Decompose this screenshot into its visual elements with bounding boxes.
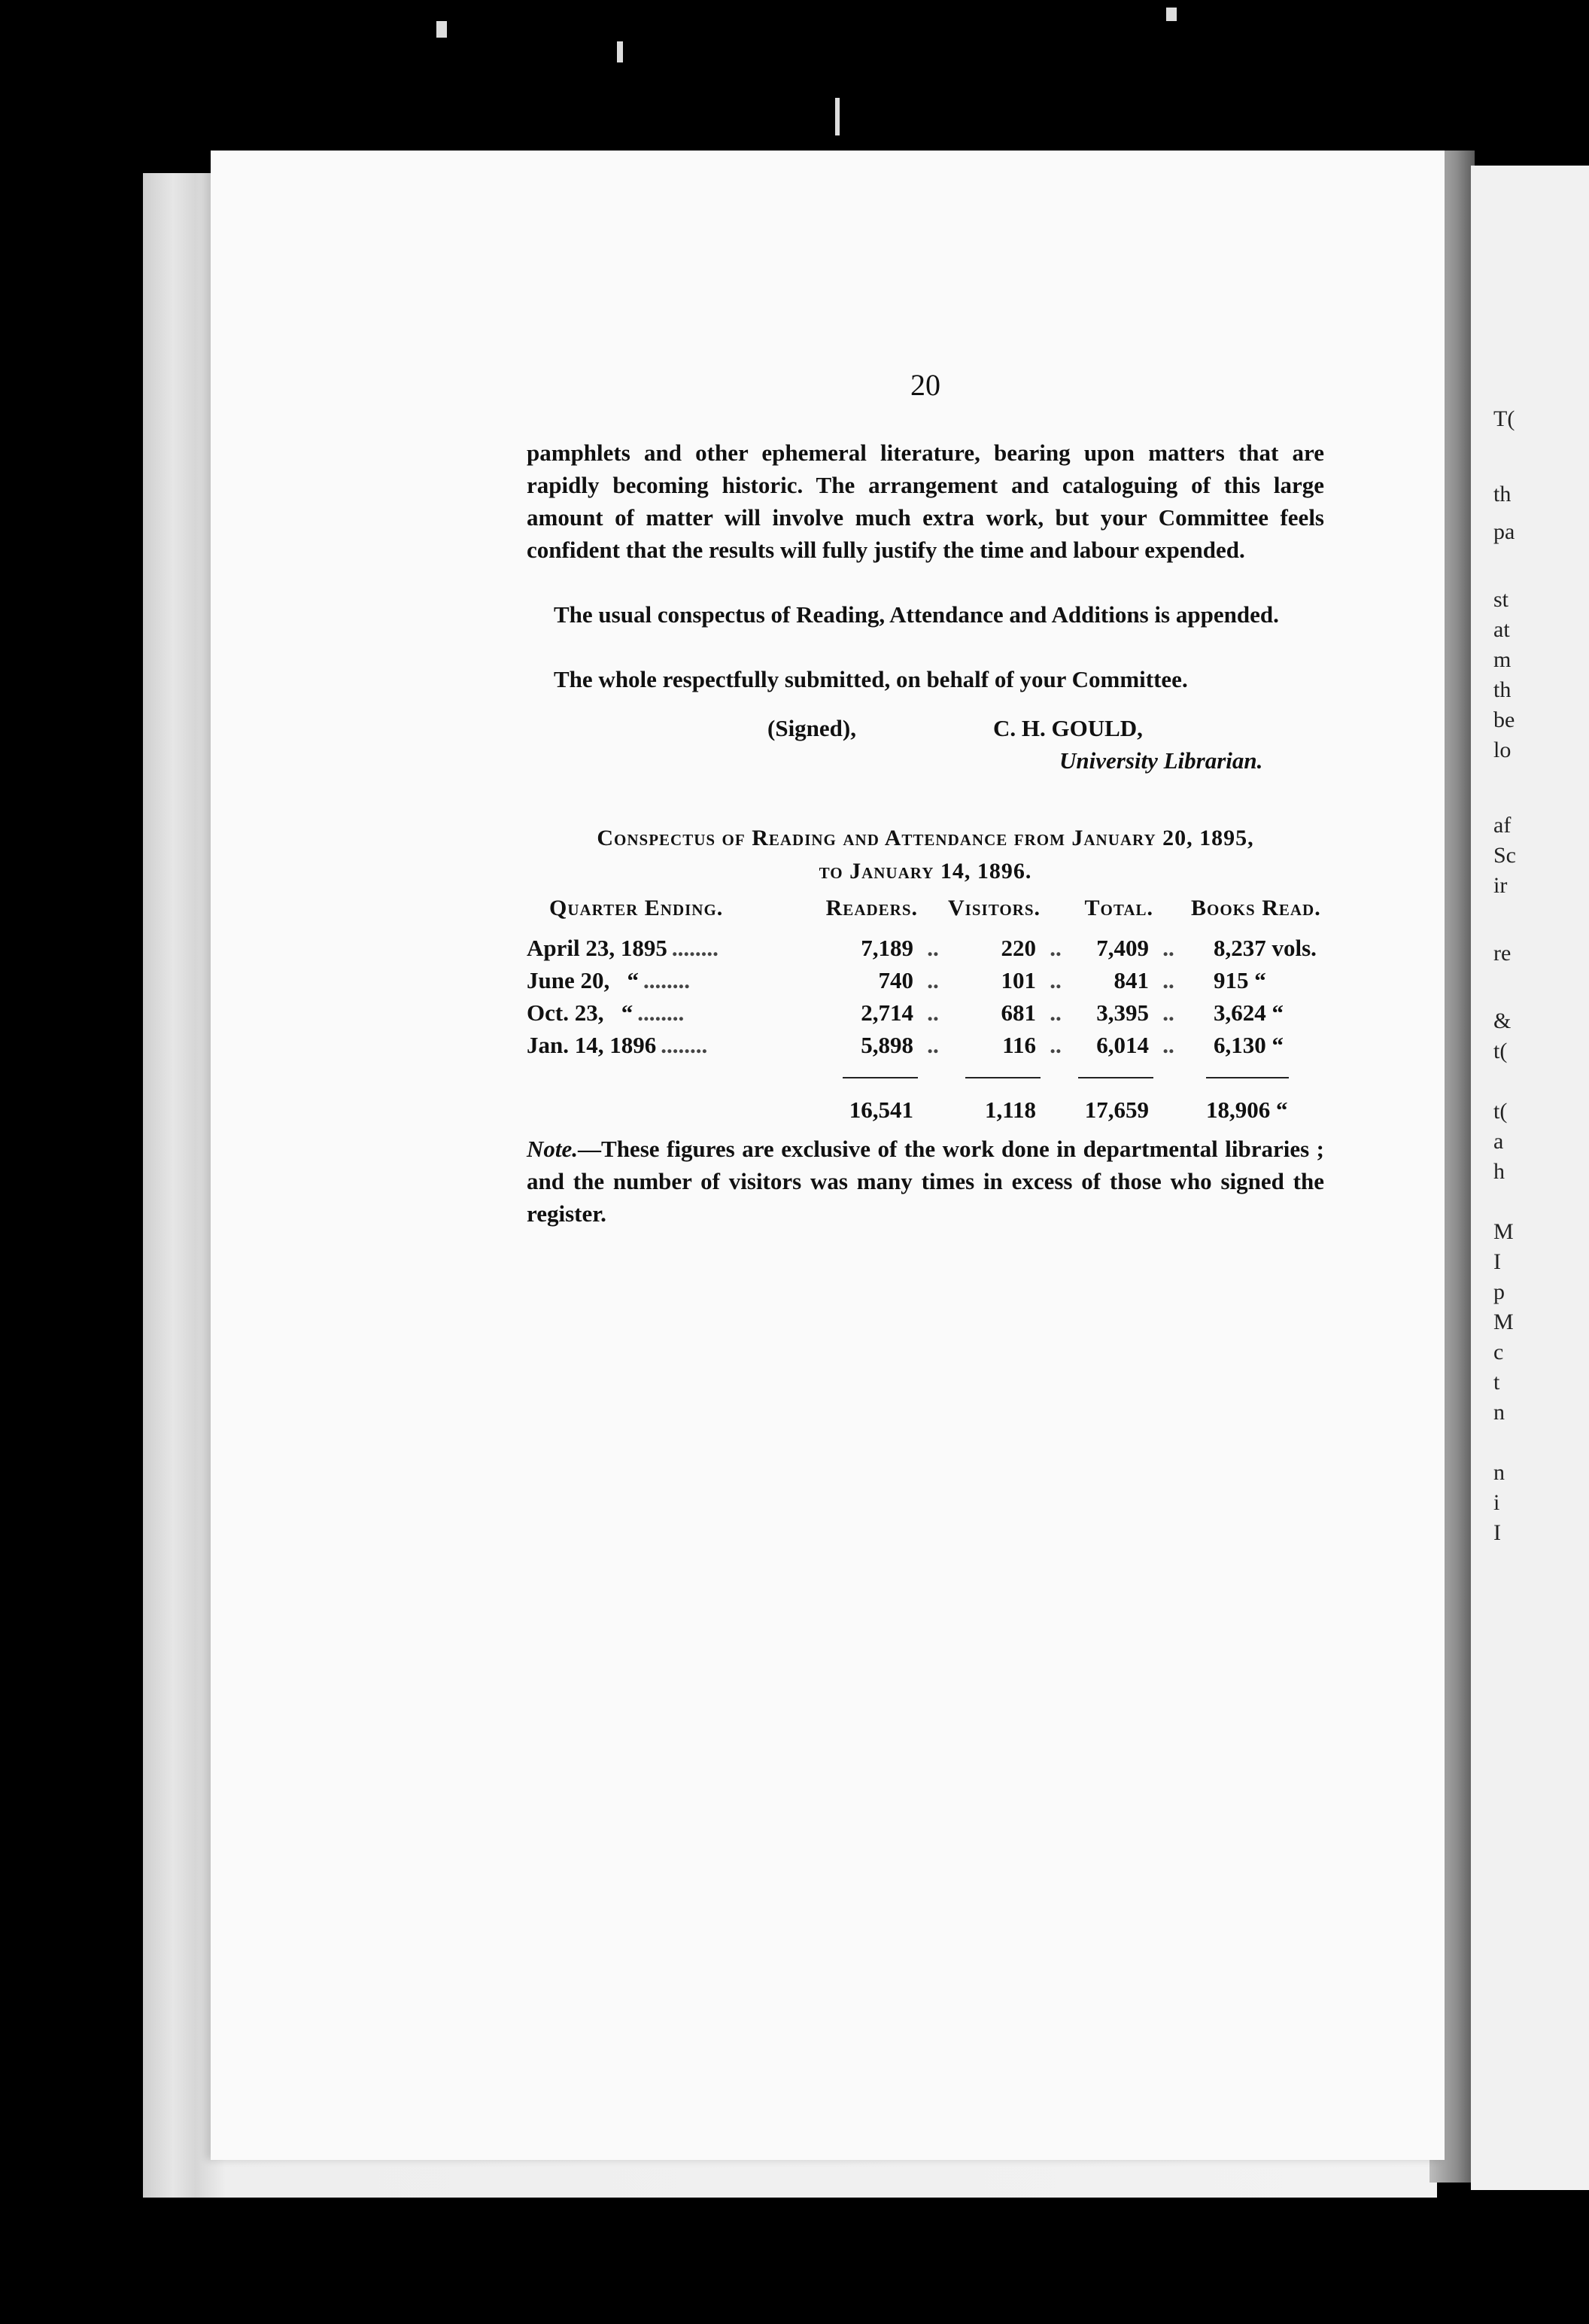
facing-page-fragment: af — [1493, 813, 1512, 838]
cell-quarter — [527, 1029, 813, 1061]
facing-page — [1471, 166, 1589, 2190]
facing-page-fragment: n — [1493, 1400, 1505, 1425]
cell-total: 6,014 — [1096, 1031, 1149, 1058]
cell-separator: .. — [1050, 1031, 1062, 1058]
conspectus-title-line-1: Conspectus of Reading and Attendance from January 20, 1895, — [597, 826, 1254, 850]
leader-dots: ........ — [661, 1031, 708, 1058]
cell-books: 6,130 “ — [1214, 1031, 1284, 1058]
empty-cell — [1153, 1094, 1183, 1126]
cell-readers: 740 — [878, 966, 913, 993]
facing-page-fragment: i — [1493, 1490, 1500, 1515]
facing-page-fragment: a — [1493, 1129, 1504, 1154]
facing-page-fragment: M — [1493, 1219, 1514, 1244]
cell-separator: .. — [1162, 1031, 1174, 1058]
note-text: —These figures are exclusive of the work done in departmental libraries ; and the number of visitors was many times in excess of those who signed the register. — [527, 1136, 1324, 1227]
cell-visitors: 220 — [1001, 934, 1036, 961]
cell-total: 3,395 — [1096, 999, 1149, 1026]
cell-quarter — [527, 932, 813, 964]
total-rule — [1206, 1077, 1289, 1078]
signatory-name: C. H. GOULD, — [993, 715, 1143, 741]
total-books: 18,906 “ — [1206, 1096, 1288, 1123]
body-paragraph-3: The whole respectfully submitted, on behalf of your Committee. — [554, 666, 1188, 692]
facing-page-fragment: I — [1493, 1249, 1501, 1274]
signed-label: (Signed), — [767, 715, 856, 741]
cell-total: 841 — [1114, 966, 1149, 993]
conspectus-title-line-2: to January 14, 1896. — [819, 859, 1032, 884]
empty-cell — [1041, 1094, 1071, 1126]
cell-readers: 7,189 — [861, 934, 913, 961]
empty-cell — [527, 1094, 813, 1126]
quarter-label: June 20, “ — [527, 966, 639, 993]
facing-page-fragment: I — [1493, 1520, 1501, 1545]
body-paragraph-2: The usual conspectus of Reading, Attendance and Additions is appended. — [554, 601, 1279, 628]
facing-page-fragment: t( — [1493, 1099, 1508, 1124]
table-row — [527, 1029, 1324, 1061]
footnote — [527, 1133, 1324, 1230]
cell-visitors: 116 — [1002, 1031, 1036, 1058]
facing-page-fragment: th — [1493, 677, 1512, 702]
total-rule — [843, 1077, 918, 1078]
cell-separator: .. — [927, 934, 939, 961]
cell-visitors: 101 — [1001, 966, 1036, 993]
cell-books: 3,624 “ — [1214, 999, 1284, 1026]
facing-page-fragment: at — [1493, 617, 1510, 642]
table-row — [527, 996, 1324, 1029]
quarter-label: Jan. 14, 1896 — [527, 1031, 657, 1058]
body-paragraph-1: pamphlets and other ephemeral literature, bearing upon matters that are rapidly becoming historic. The arrangement and cataloguing of this large amount of matter will involve much extra work, but your Committee feels confident that the results will fully justify the time and labour expended. — [527, 440, 1324, 563]
quarter-label: April 23, 1895 — [527, 934, 667, 961]
facing-page-fragment: st — [1493, 587, 1509, 612]
facing-page-fragment: lo — [1493, 738, 1512, 762]
cell-separator: .. — [1162, 934, 1174, 961]
signatory-title: University Librarian. — [1059, 747, 1263, 774]
total-rule — [965, 1077, 1041, 1078]
facing-page-fragment: pa — [1493, 519, 1515, 544]
totals-row — [527, 1094, 1324, 1126]
total-visitors: 1,118 — [984, 1096, 1036, 1123]
cell-books: 8,237 vols. — [1214, 934, 1317, 961]
cell-separator: .. — [927, 999, 939, 1026]
empty-cell — [918, 1094, 948, 1126]
leader-dots: ........ — [671, 934, 719, 961]
page-number: 20 — [910, 368, 940, 402]
cell-separator: .. — [1162, 966, 1174, 993]
cell-separator: .. — [1050, 966, 1062, 993]
facing-page-fragment: th — [1493, 482, 1512, 506]
leader-dots: ........ — [637, 999, 685, 1026]
facing-page-fragment: Sc — [1493, 843, 1516, 868]
note-label: Note. — [527, 1136, 579, 1162]
facing-page-fragment: t( — [1493, 1039, 1508, 1063]
facing-page-fragment: ir — [1493, 873, 1508, 898]
facing-page-fragment: M — [1493, 1310, 1514, 1334]
header-visitors: Visitors. — [948, 896, 1041, 920]
header-quarter: Quarter Ending. — [549, 896, 724, 920]
facing-page-fragment: m — [1493, 647, 1512, 672]
cell-readers: 5,898 — [861, 1031, 913, 1058]
facing-page-fragment: n — [1493, 1460, 1505, 1485]
cell-separator: .. — [1050, 934, 1062, 961]
total-total: 17,659 — [1084, 1096, 1149, 1123]
facing-page-fragment: h — [1493, 1159, 1505, 1184]
header-readers: Readers. — [825, 896, 918, 920]
quarter-label: Oct. 23, “ — [527, 999, 633, 1026]
total-rule — [1078, 1077, 1153, 1078]
facing-page-fragment: & — [1493, 1008, 1512, 1033]
cell-separator: .. — [1050, 999, 1062, 1026]
cell-separator: .. — [927, 1031, 939, 1058]
cell-visitors: 681 — [1001, 999, 1036, 1026]
cell-books: 915 “ — [1214, 966, 1266, 993]
total-readers: 16,541 — [849, 1096, 913, 1123]
facing-page-fragment: t — [1493, 1370, 1500, 1395]
facing-page-fragment: p — [1493, 1279, 1505, 1304]
table-row — [527, 932, 1324, 964]
cell-readers: 2,714 — [861, 999, 913, 1026]
cell-quarter — [527, 996, 813, 1029]
facing-page-fragment: c — [1493, 1340, 1504, 1364]
cell-separator: .. — [927, 966, 939, 993]
leader-dots: ........ — [643, 966, 690, 993]
header-total: Total. — [1084, 896, 1153, 920]
table-header-row — [527, 896, 1324, 932]
cell-quarter — [527, 964, 813, 996]
table-row — [527, 964, 1324, 996]
facing-page-fragment: re — [1493, 941, 1512, 966]
scan-speck — [436, 21, 447, 38]
conspectus-table — [527, 896, 1324, 1126]
scan-speck — [617, 41, 623, 62]
header-books: Books Read. — [1191, 896, 1321, 920]
scan-speck — [1166, 8, 1177, 21]
facing-page-fragment: T( — [1493, 406, 1515, 431]
facing-page-fragment: be — [1493, 707, 1515, 732]
totals-rule-row — [527, 1061, 1324, 1094]
cell-separator: .. — [1162, 999, 1174, 1026]
scan-speck — [835, 98, 840, 135]
cell-total: 7,409 — [1096, 934, 1149, 961]
